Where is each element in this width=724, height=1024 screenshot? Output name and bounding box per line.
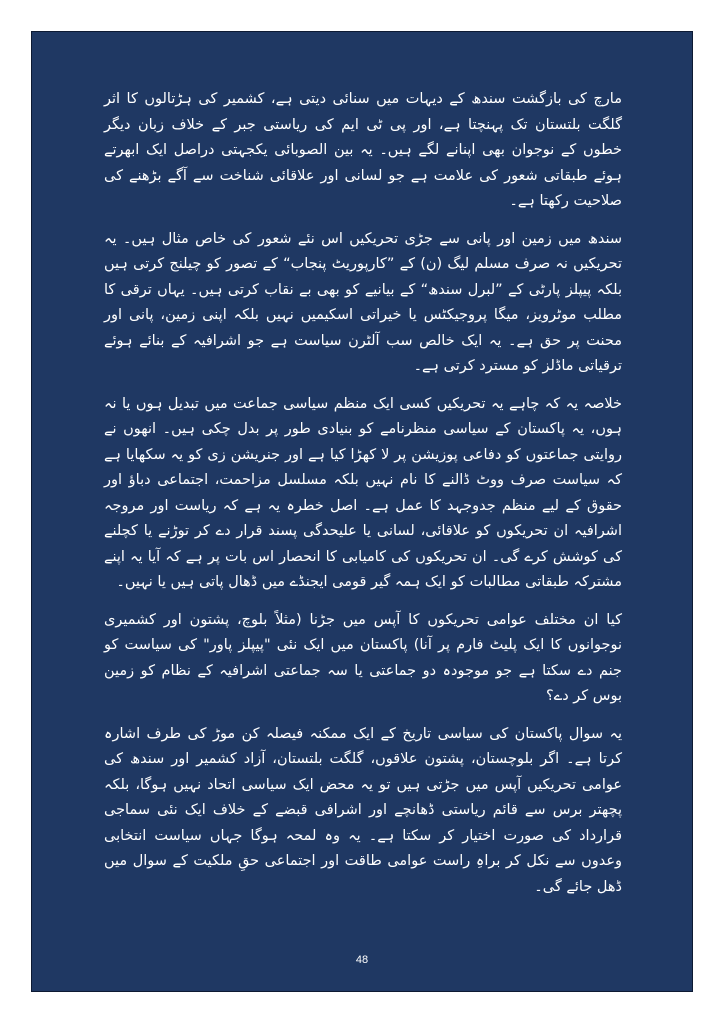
- paragraph-4: کیا ان مختلف عوامی تحریکوں کا آپس میں جڑنا (مثلاً بلوچ، پشتون اور کشمیری نوجوانوں کا ایک پلیٹ فارم پر آنا) پاکستان میں ایک نئی "پیپلز پاور" کی سیاست کو جنم دے سکتا ہے جو موجودہ دو جماعتی یا سہ جماعتی اشرافیہ کے نظام کو زمین بوس کر دے؟: [104, 611, 622, 704]
- page-panel: [31, 31, 693, 992]
- page-number: 48: [355, 954, 369, 966]
- paragraph-5: یہ سوال پاکستان کی سیاسی تاریخ کے ایک ممکنہ فیصلہ کن موڑ کی طرف اشارہ کرتا ہے۔ اگر بلوچستان، پشتون علاقوں، گلگت بلتستان، آزاد کشمیر اور سندھ کی عوامی تحریکیں آپس میں جڑتی ہیں تو یہ محض ایک سیاسی اتحاد نہیں ہوگا، بلکہ پچھتر برس سے قائم ریاستی ڈھانچے اور اشرافی قبضے کے خلاف ایک نئی سماجی قرارداد کی صورت اختیار کر سکتا ہے۔ یہ وہ لمحہ ہوگا جہاں سیاست انتخابی وعدوں سے نکل کر براہِ راست عوامی طاقت اور اجتماعی حقِ ملکیت کے سوال میں ڈھل جائے گی۔: [104, 725, 622, 895]
- paragraph-3: خلاصہ یہ کہ چاہے یہ تحریکیں کسی ایک منظم سیاسی جماعت میں تبدیل ہوں یا نہ ہوں، یہ پاکستان کے سیاسی منظرنامے کو بنیادی طور پر بدل چکی ہیں۔ انھوں نے روایتی جماعتوں کو دفاعی پوزیشن پر لا کھڑا کیا ہے اور جنریشن زی کو یہ سکھایا ہے کہ سیاست صرف ووٹ ڈالنے کا نام نہیں بلکہ مسلسل مزاحمت، اجتماعی دباؤ اور حقوق کے لیے منظم جدوجہد کا عمل ہے۔ اصل خطرہ یہ ہے کہ ریاست اور مروجہ اشرافیہ ان تحریکوں کو علاقائی، لسانی یا علیحدگی پسند قرار دے کر توڑنے یا کچلنے کی کوشش کرے گی۔ ان تحریکوں کی کامیابی کا انحصار اس بات پر ہے کہ آیا یہ اپنے مشترکہ طبقاتی مطالبات کو ایک ہمہ گیر قومی ایجنڈے میں ڈھال پاتی ہیں یا نہیں۔: [104, 395, 622, 590]
- paragraph-2: سندھ میں زمین اور پانی سے جڑی تحریکیں اس نئے شعور کی خاص مثال ہیں۔ یہ تحریکیں نہ صرف مسلم لیگ (ن) کے ”کارپوریٹ پنجاب“ کے تصور کو چیلنج کرتی ہیں بلکہ پیپلز پارٹی کے ”لبرل سندھ“ کے بیانیے کو بھی بے نقاب کرتی ہیں۔ یہاں ترقی کا مطلب موٹرویز، میگا پروجیکٹس یا خیراتی اسکیمیں نہیں بلکہ اپنی زمین، پانی اور محنت پر حق ہے۔ یہ ایک خالص سب آلٹرن سیاست ہے جو اشرافیہ کے بنائے ہوئے ترقیاتی ماڈلز کو مسترد کرتی ہے۔: [104, 230, 622, 374]
- article-body: [104, 87, 622, 912]
- paragraph-1: مارچ کی بازگشت سندھ کے دیہات میں سنائی دیتی ہے، کشمیر کی ہڑتالوں کا اثر گلگت بلتستان تک پہنچتا ہے، اور پی ٹی ایم کی ریاستی جبر کے خلاف زبان دیگر خطوں کے نوجوان بھی اپنانے لگے ہیں۔ یہ بین الصوبائی یکجہتی دراصل ایک ابھرتے ہوئے طبقاتی شعور کی علامت ہے جو لسانی اور علاقائی شناخت سے آگے بڑھنے کی صلاحیت رکھتا ہے۔: [104, 91, 622, 209]
